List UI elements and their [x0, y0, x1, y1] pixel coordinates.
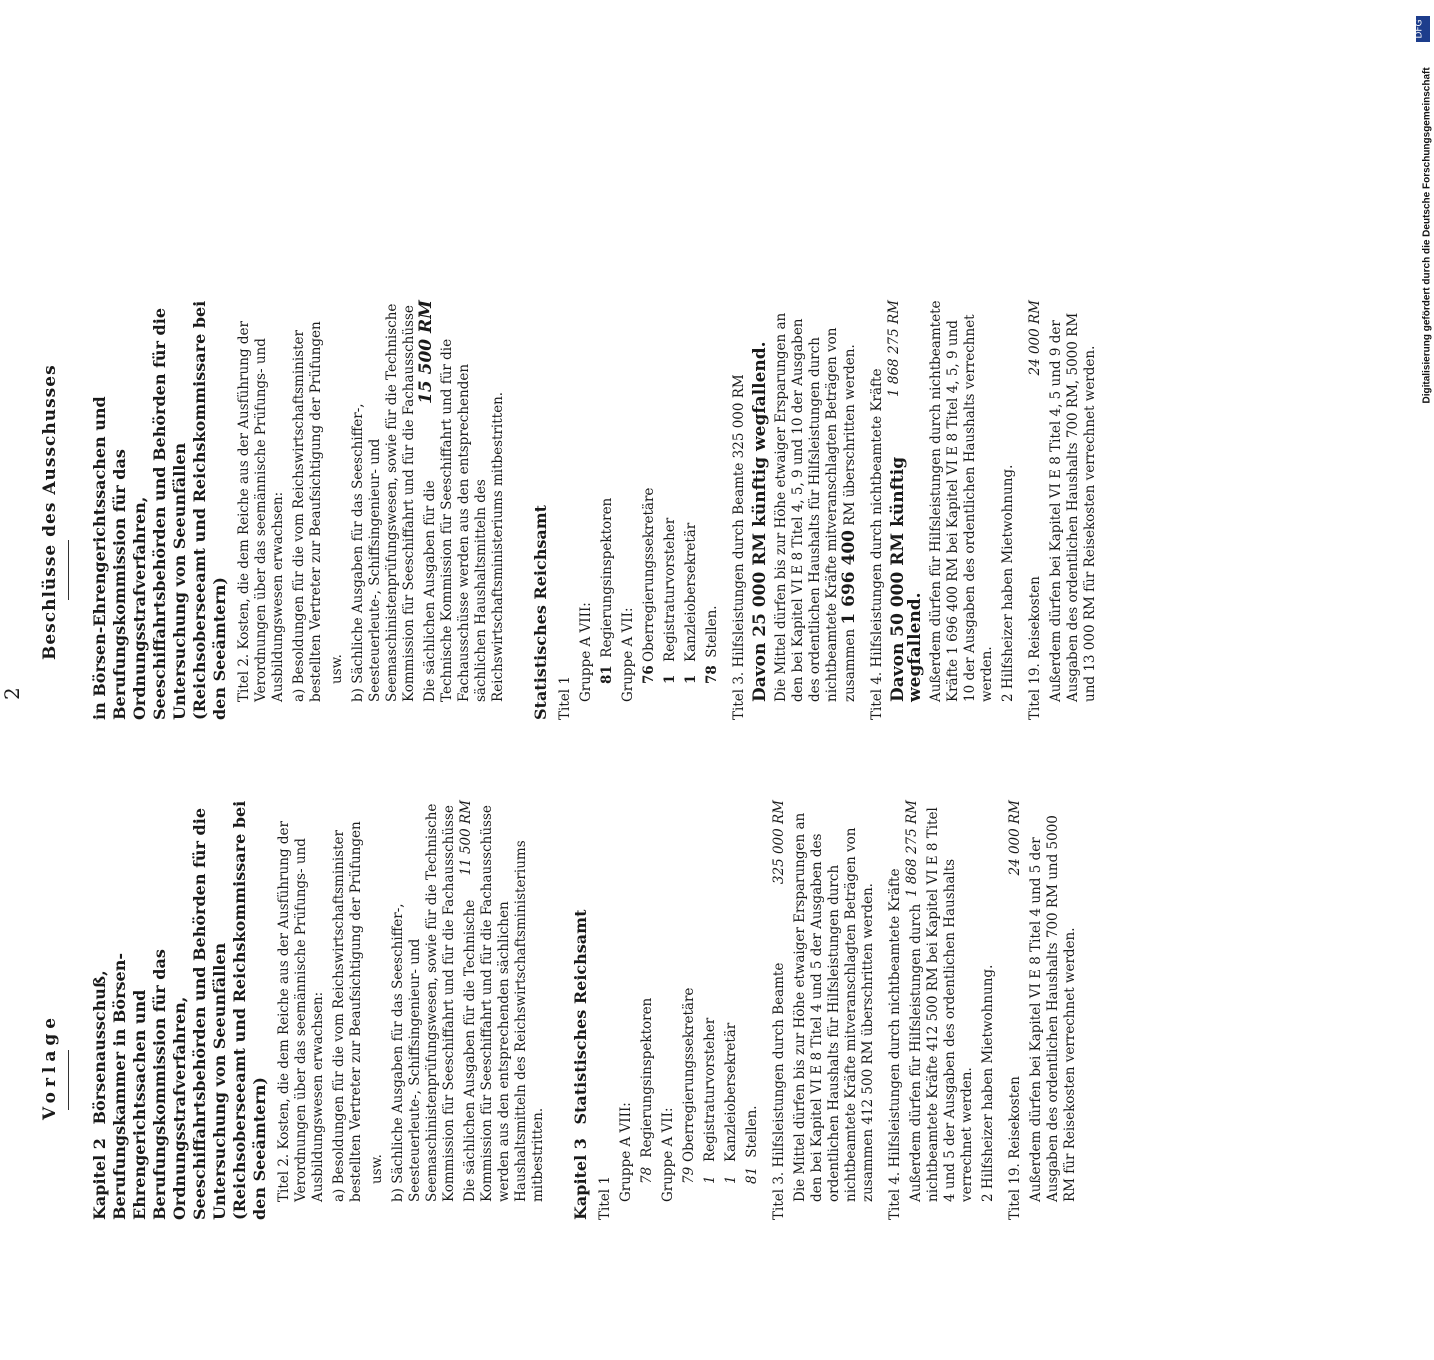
group-a7-row-count: 1 — [702, 1175, 718, 1184]
group-a7-rows — [681, 800, 740, 1220]
right-column — [90, 300, 1109, 720]
titel-4-note-2: 2 Hilfsheizer haben Mietwohnung. — [980, 964, 996, 1202]
group-a7-row-title: Registraturvorsteher — [702, 1017, 718, 1162]
titel-2-note: Die sächlichen Ausgaben für die Technische Kommission für Seeschiffahrt und für die Fachausschüsse werden aus den entsprechenden sächlichen Haushaltsmitteln des Reichswirtschaftsministeriums mitbestritten. — [462, 805, 546, 1202]
group-a7-row — [641, 300, 658, 684]
right-group-a7-total-label: Stellen. — [704, 605, 720, 658]
group-a7-total-label: Stellen. — [744, 1105, 760, 1158]
right-group-a7: Gruppe A VII: — [620, 607, 636, 702]
right-titel-4-block — [869, 300, 1017, 720]
right-titel-3-block — [731, 300, 859, 720]
group-a7-total-count: 81 — [744, 1166, 760, 1184]
right-titel-19-note: Außerdem dürfen bei Kapitel VI E 8 Titel 4, 5 und 9 der Ausgaben des ordentlichen Haushalts 700 RM, 5000 RM und 13 000 RM für Reisekosten verrechnet werden. — [1048, 312, 1098, 702]
right-group-a7-total — [704, 300, 721, 684]
titel-3-note: Die Mittel dürfen bis zur Höhe etwaiger Ersparungen an den bei Kapitel VI E 8 Titel 4 und 5 der Ausgaben des ordentlichen Haushalts für Hilfsleistungen durch nichtbeamtete Kräfte mitveranschlagten Beträgen von zusammen 412 500 RM überschritten werden. — [792, 812, 876, 1202]
right-titel-1-block — [557, 300, 721, 720]
chapter-3-label: Kapitel 3 — [571, 1138, 590, 1220]
digitization-sidebar — [1414, 8, 1433, 988]
right-titel-4-note: Außerdem dürfen für Hilfsleistungen durch nichtbeamtete Kräfte 1 696 400 RM bei Kapitel VI E 8 Titel 4, 5, 9 und 10 der Ausgaben des ordentlichen Haushalts verrechnet werden. — [928, 300, 995, 702]
right-titel-4-amount: 1 868 275 RM — [886, 300, 902, 397]
titel-4-amount: 1 868 275 RM — [904, 800, 920, 897]
group-a7-row-count: 1 — [662, 674, 678, 684]
right-group-a7-total-count: 78 — [704, 665, 720, 684]
titel-3-amount: 325 000 RM — [771, 800, 787, 885]
right-group-a7-rows — [641, 300, 700, 720]
right-chapter-2-title: in Börsen-Ehrengerichtssachen und Berufungskommission für das Ordnungsstrafverfahren, Seeschiffahrtsbehörden und Behörden für die Untersuchung von Seeunfällen (Reichsoberseeamt und Reichskommissare bei den Seeämtern) — [90, 300, 229, 720]
right-group-a8-title: Regierungsinspektoren — [599, 497, 615, 658]
right-titel-3-note-amount: 1 696 400 — [839, 529, 859, 625]
group-a7-row-title: Registraturvorsteher — [662, 517, 678, 662]
dfg-logo: DFG — [1416, 16, 1430, 42]
header-left: Vorlage — [40, 1012, 60, 1120]
right-titel-19 — [1027, 300, 1044, 720]
right-titel-3-note-end: RM überschritten werden. — [842, 344, 858, 526]
right-titel-2-usw: usw. — [329, 654, 345, 684]
titel-2-block — [276, 800, 547, 1220]
right-titel-2-a: a) Besoldungen für die vom Reichswirtschaftsminister bestellten Vertreter zur Beaufsichtigung der Prüfungen — [291, 321, 324, 702]
titel-2-b — [390, 800, 474, 1202]
titel-19-note: Außerdem dürfen bei Kapitel VI E 8 Titel 4 und 5 der Ausgaben des ordentlichen Haushalts 700 RM und 5000 RM für Reisekosten verrechnet werden. — [1028, 815, 1078, 1202]
titel-3-text: Titel 3. Hilfsleistungen durch Beamte — [771, 962, 787, 1220]
titel-4-note: Außerdem dürfen für Hilfsleistungen durch nichtbeamtete Kräfte 412 500 RM bei Kapitel VI E 8 Titel 4 und 5 der Ausgaben des ordentlichen Haushalts verrechnet werden. — [908, 807, 975, 1202]
right-titel-3-away: Davon 25 000 RM künftig wegfallend. — [750, 341, 770, 702]
chapter-3-heading — [571, 800, 591, 1220]
titel-3-block — [771, 800, 877, 1220]
group-a7-row — [662, 300, 679, 684]
group-a7-row-title: Kanzleiobersekretär — [683, 522, 699, 662]
right-titel-4-away: Davon 50 000 RM künftig wegfallend. — [888, 456, 925, 702]
right-titel-3-note-text: Die Mittel dürfen bis zur Höhe etwaiger Ersparungen an den bei Kapitel VI E 8 Titel 4, 5, 9 und 10 der Ausgaben des ordentlichen Haushalts für Hilfsleistungen durch nichtbeamtete Kräfte mitveranschlagten Beträgen von zusammen — [773, 312, 858, 702]
titel-19-text: Titel 19. Reisekosten — [1007, 1076, 1023, 1220]
left-column — [90, 800, 1089, 1220]
titel-2-a: a) Besoldungen für die vom Reichswirtschaftsminister bestellten Vertreter zur Beaufsichtigung der Prüfungen — [331, 821, 364, 1202]
right-group-a8-count: 81 — [599, 665, 615, 684]
titel-19-block — [1007, 800, 1079, 1220]
group-a8-title: Regierungsinspektoren — [639, 997, 655, 1158]
funding-note: Digitalisierung gefördert durch die Deutsche Forschungsgemeinschaft — [1421, 67, 1433, 404]
right-titel-3-note — [773, 300, 859, 702]
titel-19-amount: 24 000 RM — [1007, 800, 1023, 876]
right-titel-19-amount: 24 000 RM — [1027, 300, 1043, 376]
right-titel-19-text: Titel 19. Reisekosten — [1027, 576, 1043, 720]
group-a7-row — [683, 300, 700, 684]
right-group-a8-row — [599, 300, 616, 684]
titel-2-text: Titel 2. Kosten, die dem Reiche aus der Ausführung der Verordnungen über das seemännische Prüfungs- und Ausbildungswesen erwachsen: — [276, 821, 326, 1202]
group-a7-total — [744, 800, 761, 1184]
right-titel-3: Titel 3. Hilfsleistungen durch Beamte 325 000 RM — [731, 374, 747, 720]
chapter-3-title: Statistisches Reichsamt — [571, 909, 590, 1125]
chapter-2-heading — [90, 800, 270, 1220]
chapter-2-title: Börsenausschuß, Berufungskammer in Börsen-Ehrengerichtssachen und Berufungskommission für das Ordnungsstrafverfahren, Seeschiffahrtsbehörden und Behörden für die Untersuchung von Seeunfällen (Reichsoberseeamt und Reichskommissare bei den Seeämtern) — [90, 800, 269, 1220]
group-a7-row-count: 79 — [681, 1166, 697, 1184]
titel-4-block — [887, 800, 997, 1220]
right-titel-4 — [869, 300, 902, 720]
group-a7-row-title: Kanzleiobersekretär — [723, 1022, 739, 1162]
group-a7-row-count: 76 — [641, 665, 657, 684]
titel-2-b-amount: 11 500 RM — [458, 800, 474, 876]
right-titel-19-block — [1027, 300, 1099, 720]
group-a7-row — [681, 800, 698, 1184]
group-a7-row — [723, 800, 740, 1184]
group-a7-row-title: Oberregierungssekretäre — [641, 487, 657, 662]
right-titel-2-note: Die sächlichen Ausgaben für die Technische Kommission für Seeschiffahrt und für die Fachausschüsse werden aus den entsprechenden sächlichen Haushaltsmitteln des Reichswirtschaftsministeriums mitbestritten. — [422, 338, 506, 702]
right-titel-1: Titel 1 — [557, 676, 573, 720]
header-left-rule — [68, 1050, 69, 1110]
right-titel-4-note-2: 2 Hilfsheizer haben Mietwohnung. — [1000, 464, 1016, 702]
header-right-rule — [68, 540, 69, 600]
titel-1-block — [597, 800, 761, 1220]
right-group-a8: Gruppe A VIII: — [578, 602, 594, 702]
right-titel-2-b-text: b) Sächliche Ausgaben für das Seeschiffer-, Seesteuerleute-, Schiffsingenieur- und Seemaschinistenprüfungswesen, sowie für die Technische Kommission für Seeschiffahrt und für die Fachausschüsse — [350, 303, 417, 702]
group-a7: Gruppe A VII: — [660, 1107, 676, 1202]
titel-19 — [1007, 800, 1024, 1220]
header-right: Beschlüsse des Ausschusses — [40, 364, 60, 660]
right-titel-2-b — [350, 300, 436, 702]
titel-4 — [887, 800, 920, 1220]
right-titel-2-text: Titel 2. Kosten, die dem Reiche aus der Ausführung der Verordnungen über das seemännische Prüfungs- und Ausbildungswesen erwachsen: — [236, 321, 286, 702]
titel-2-usw: usw. — [369, 1154, 385, 1184]
right-titel-2-block — [236, 300, 507, 720]
page-number: 2 — [0, 687, 24, 700]
group-a7-row-title: Oberregierungssekretäre — [681, 987, 697, 1162]
group-a7-row — [702, 800, 719, 1184]
titel-3 — [771, 800, 788, 1220]
group-a7-row-count: 1 — [723, 1175, 739, 1184]
right-chapter-3-title: Statistisches Reichsamt — [531, 504, 550, 720]
group-a8: Gruppe A VIII: — [618, 1102, 634, 1202]
right-titel-4-text: Titel 4. Hilfsleistungen durch nichtbeamtete Kräfte — [869, 368, 885, 720]
titel-2-b-text: b) Sächliche Ausgaben für das Seeschiffer-, Seesteuerleute-, Schiffsingenieur- und Seemaschinistenprüfungswesen, sowie für die Technische Kommission für Seeschiffahrt und für die Fachausschüsse — [390, 803, 457, 1202]
titel-4-text: Titel 4. Hilfsleistungen durch nichtbeamtete Kräfte — [887, 868, 903, 1220]
right-titel-2-b-amount: 15 500 RM — [416, 300, 436, 404]
group-a8-count: 78 — [639, 1166, 655, 1184]
group-a7-row-count: 1 — [683, 674, 699, 684]
titel-1: Titel 1 — [597, 1176, 613, 1220]
group-a8-row — [639, 800, 656, 1184]
chapter-2-label: Kapitel 2 — [90, 1138, 109, 1220]
